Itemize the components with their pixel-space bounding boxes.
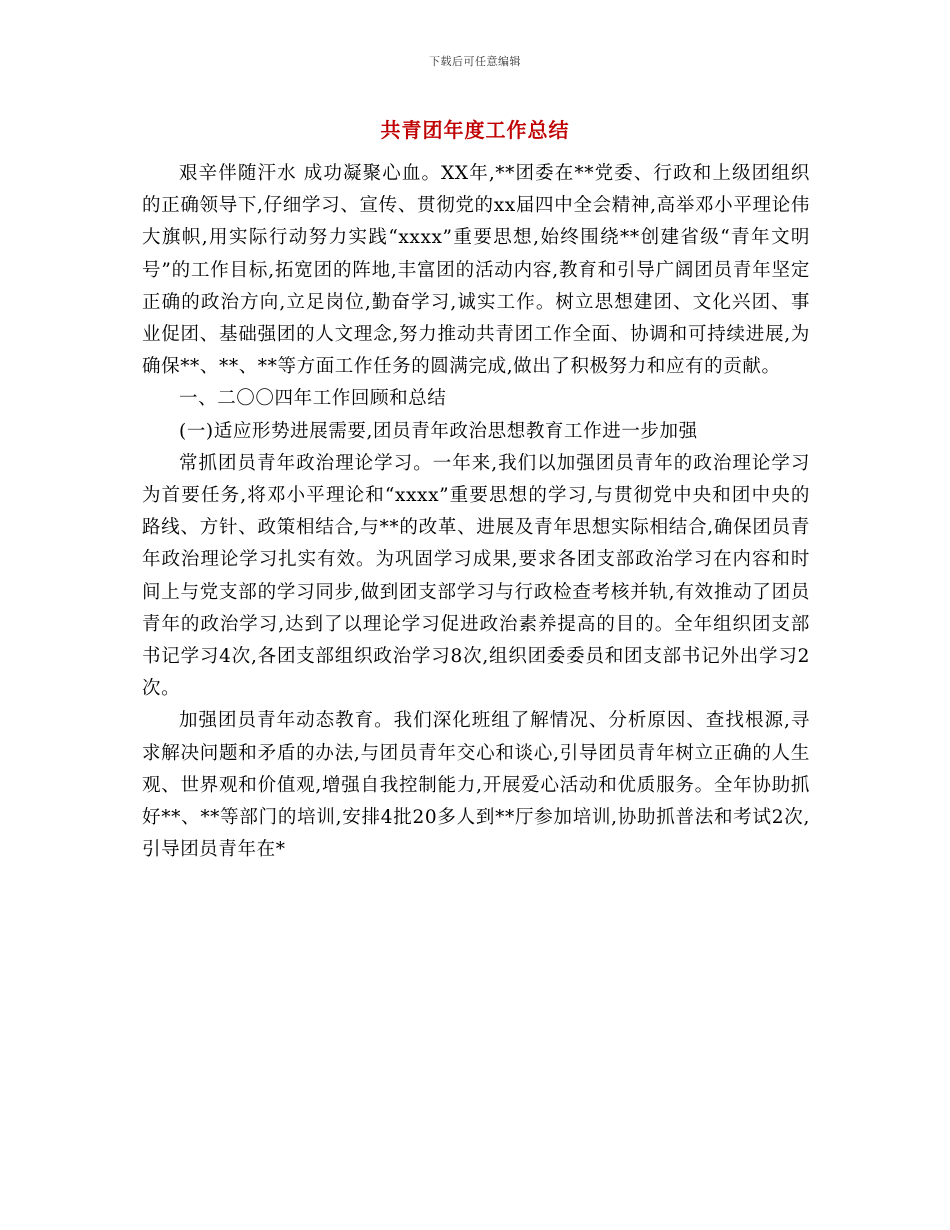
document-title: 共青团年度工作总结 — [380, 118, 570, 142]
header-note: 下载后可任意编辑 — [429, 55, 521, 68]
paragraph-theory-study: 常抓团员青年政治理论学习。一年来,我们以加强团员青年的政治理论学习为首要任务,将邓小平理论和“xxxx”重要思想的学习,与贯彻党中央和团中央的路线、方针、政策相结合,与**的改革、进展及青年思想实际相结合,确保团员青年政治理论学习扎实有效。为巩固学习成果,要求各团支部政治学习在内容和时间上与党支部的学习同步,做到团支部学习与行政检查考核并轨,有效推动了团员青年的政治学习,达到了以理论学习促进政治素养提高的目的。全年组织团支部书记学习4次,各团支部组织政治学习8次,组织团委委员和团支部书记外出学习2次。 — [142, 452, 810, 700]
subsection-heading: (一)适应形势进展需要,团员青年政治思想教育工作进一步加强 — [179, 420, 698, 442]
paragraph-dynamic-education: 加强团员青年动态教育。我们深化班组了解情况、分析原因、查找根源,寻求解决问题和矛盾的办法,与团员青年交心和谈心,引导团员青年树立正确的人生观、世界观和价值观,增强自我控制能力,开展爱心活动和优质服务。全年协助抓好**、**等部门的培训,安排4批20多人到**厅参加培训,协助抓普法和考试2次,引导团员青年在* — [142, 710, 810, 861]
section-heading: 一、二〇〇四年工作回顾和总结 — [179, 388, 447, 410]
document-body — [142, 158, 810, 866]
paragraph-intro: 艰辛伴随汗水 成功凝聚心血。XX年,**团委在**党委、行政和上级团组织的正确领导下,仔细学习、宣传、贯彻党的xx届四中全会精神,高举邓小平理论伟大旗帜,用实际行动努力实践“xxxx”重要思想,始终围绕**创建省级“青年文明号”的工作目标,拓宽团的阵地,丰富团的活动内容,教育和引导广阔团员青年坚定正确的政治方向,立足岗位,勤奋学习,诚实工作。树立思想建团、文化兴团、事业促团、基础强团的人文理念,努力推动共青团工作全面、协调和可持续进展,为确保**、**、**等方面工作任务的圆满完成,做出了积极努力和应有的贡献。 — [142, 163, 810, 378]
